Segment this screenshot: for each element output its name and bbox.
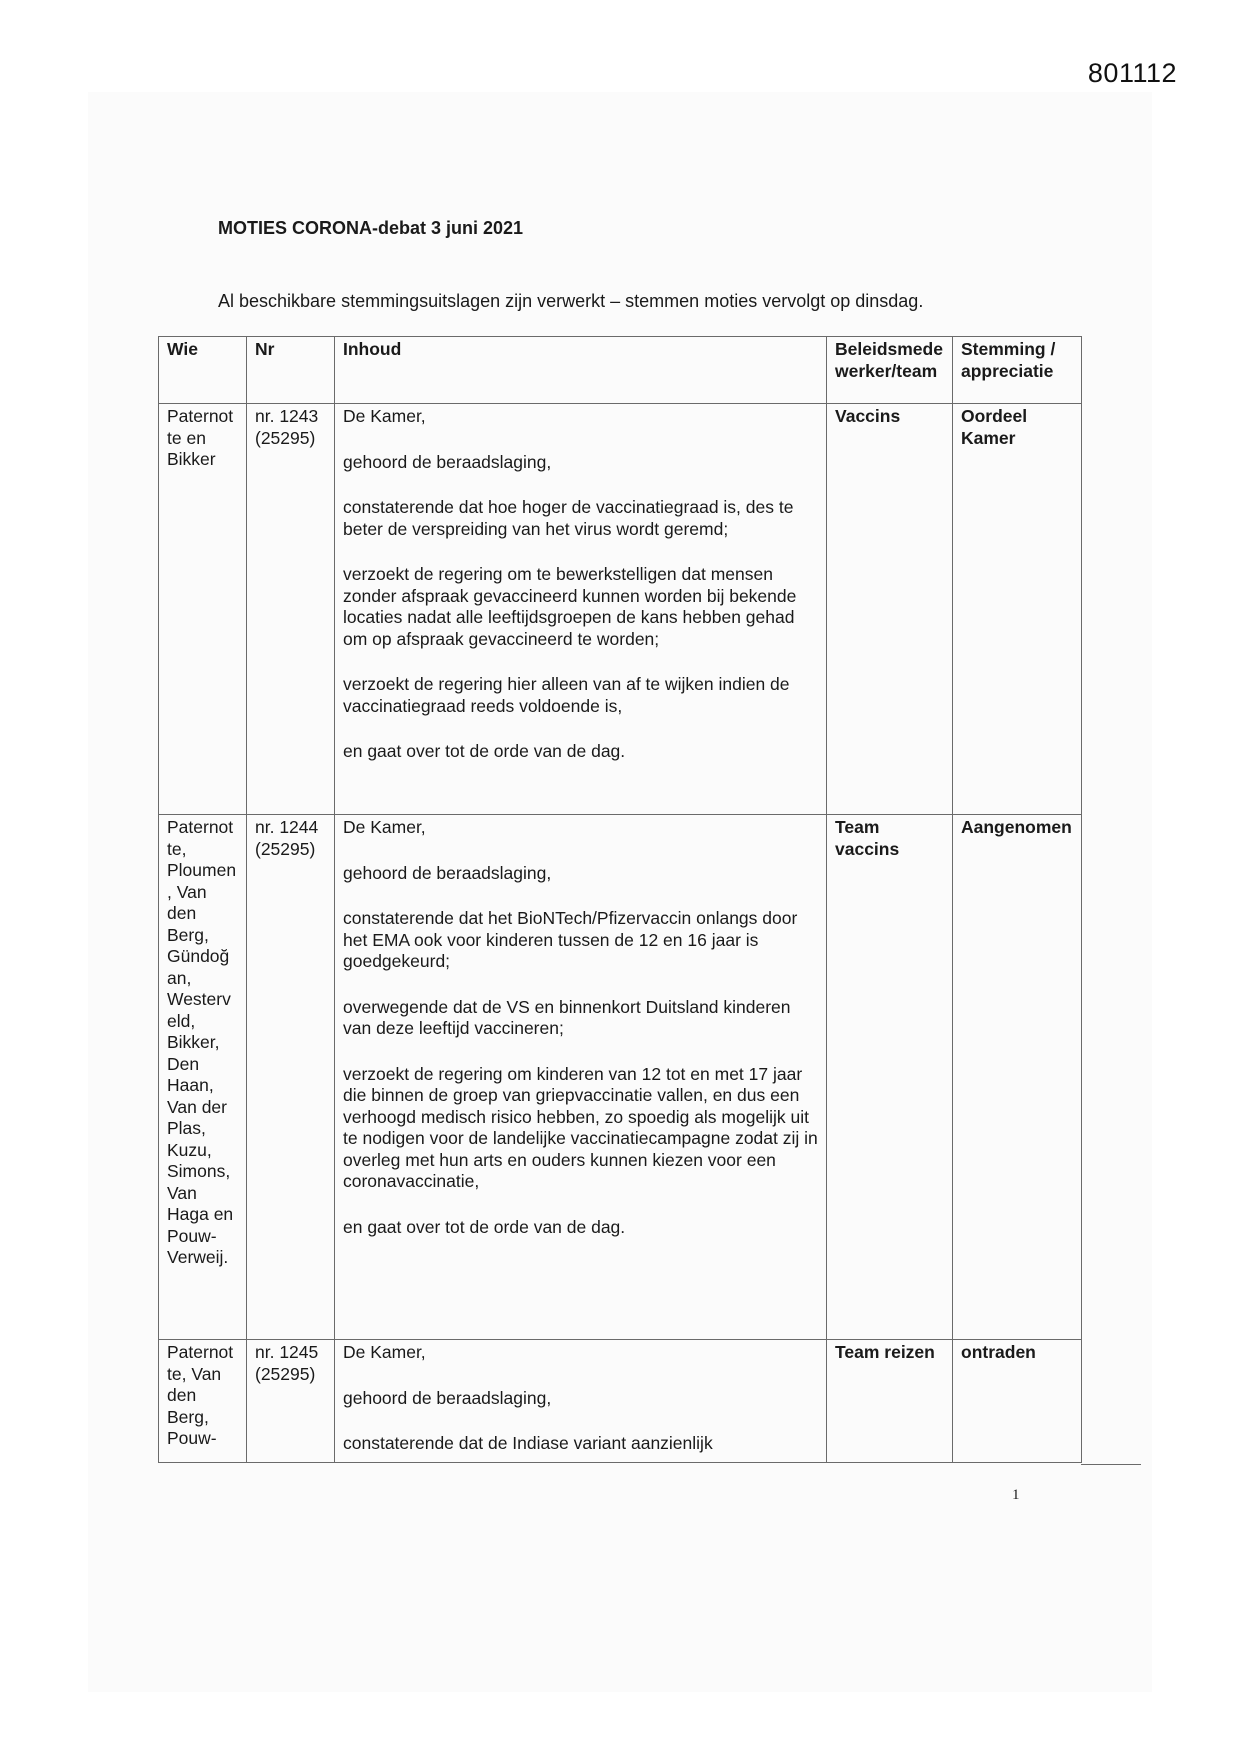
motion-paragraph: De Kamer, <box>343 817 426 837</box>
vote-appreciation: ontraden <box>953 1340 1082 1463</box>
motion-submitters: Paternotte, Van den Berg, Pouw- <box>159 1340 247 1463</box>
vote-appreciation: Aangenomen <box>953 815 1082 1340</box>
motion-paragraph: constaterende dat de Indiase variant aanzienlijk <box>343 1433 713 1453</box>
document-id: 801112 <box>1087 58 1177 88</box>
motions-table <box>158 336 1082 1463</box>
motion-paragraph: overwegende dat de VS en binnenkort Duitsland kinderen van deze leeftijd vaccineren; <box>343 996 791 1038</box>
policy-team: Team vaccins <box>827 815 953 1340</box>
table-row <box>159 1340 1082 1463</box>
motion-paragraph: constaterende dat het BioNTech/Pfizervaccin onlangs door het EMA ook voor kinderen tussen de 12 en 16 jaar is goedgekeurd; <box>343 908 798 971</box>
motion-submitters: Paternotte, Ploumen, Van den Berg, Gündoğan, Westerveld, Bikker, Den Haan, Van der Plas, Kuzu, Simons, Van Haga en Pouw-Verweij. <box>159 815 247 1340</box>
motion-number: nr. 1244 (25295) <box>247 815 335 1340</box>
header-who: Wie <box>159 337 247 404</box>
policy-team: Team reizen <box>827 1340 953 1463</box>
motion-paragraph: gehoord de beraadslaging, <box>343 451 552 472</box>
header-nr: Nr <box>247 337 335 404</box>
motion-paragraph: verzoekt de regering hier alleen van af te wijken indien de vaccinatiegraad reeds voldoende is, <box>343 674 790 716</box>
table-row <box>159 404 1082 815</box>
status-note: Al beschikbare stemmingsuitslagen zijn verwerkt – stemmen moties vervolgt op dinsdag. <box>218 291 924 311</box>
motion-paragraph: gehoord de beraadslaging, <box>343 1387 552 1408</box>
table-continuation-line <box>1081 1464 1141 1465</box>
header-content: Inhoud <box>335 337 827 404</box>
motion-text <box>335 815 827 1340</box>
motion-number: nr. 1245 (25295) <box>247 1340 335 1463</box>
header-team: Beleidsmedewerker/team <box>827 337 953 404</box>
page-number: 1 <box>1012 1487 1020 1503</box>
motion-paragraph: verzoekt de regering om kinderen van 12 tot en met 17 jaar die binnen de groep van griepvaccinatie vallen, en dus een verhoogd medisch risico hebben, zo spoedig als mogelijk uit te nodigen voor de landelijke vaccinatiecampagne zodat zij in overleg met hun arts en ouders kunnen kiezen voor een coronavaccinatie, <box>343 1063 818 1191</box>
table-row <box>159 815 1082 1340</box>
motion-paragraph: en gaat over tot de orde van de dag. <box>343 1216 626 1237</box>
vote-appreciation: Oordeel Kamer <box>953 404 1082 815</box>
motion-text <box>335 1340 827 1463</box>
motion-paragraph: gehoord de beraadslaging, <box>343 862 552 883</box>
page-title: MOTIES CORONA-debat 3 juni 2021 <box>218 218 524 238</box>
motion-submitters: Paternotte en Bikker <box>159 404 247 815</box>
header-vote: Stemming / appreciatie <box>953 337 1082 404</box>
motion-text <box>335 404 827 815</box>
motion-paragraph: en gaat over tot de orde van de dag. <box>343 741 626 761</box>
motion-paragraph: constaterende dat hoe hoger de vaccinatiegraad is, des te beter de verspreiding van het virus wordt geremd; <box>343 497 794 539</box>
motion-paragraph: De Kamer, <box>343 1342 426 1362</box>
motion-paragraph: De Kamer, <box>343 406 426 426</box>
motion-number: nr. 1243 (25295) <box>247 404 335 815</box>
table-header-row <box>159 337 1082 404</box>
motion-paragraph: verzoekt de regering om te bewerkstelligen dat mensen zonder afspraak gevaccineerd kunnen worden bij bekende locaties nadat alle leeftijdsgroepen de kans hebben gehad om op afspraak gevaccineerd te worden; <box>343 564 797 649</box>
policy-team: Vaccins <box>827 404 953 815</box>
